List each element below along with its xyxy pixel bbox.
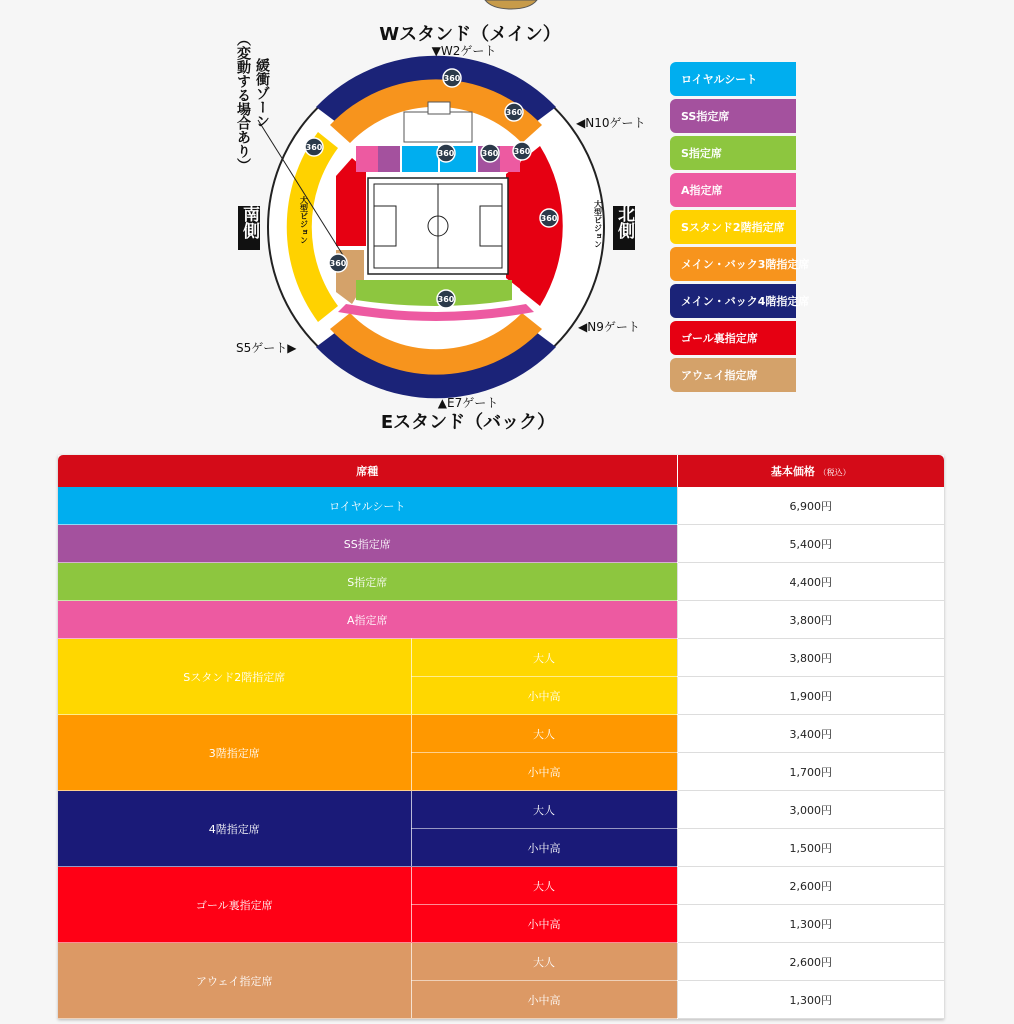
svg-text:360: 360	[513, 147, 531, 156]
table-row	[58, 563, 944, 601]
price-cell: 3,400円	[677, 715, 944, 753]
price-cell: 1,300円	[677, 981, 944, 1019]
svg-text:360: 360	[505, 108, 523, 117]
price-cell: 2,600円	[677, 943, 944, 981]
view-360-icon[interactable]	[540, 209, 558, 227]
price-cell: 6,900円	[677, 487, 944, 525]
svg-text:360: 360	[437, 149, 455, 158]
header-seat-type: 席種	[58, 455, 677, 487]
age-category-cell: 小中高	[411, 981, 677, 1019]
seat-name-cell: Sスタンド2階指定席	[58, 639, 411, 715]
svg-text:360: 360	[329, 259, 347, 268]
gate-w2: ▼W2ゲート	[431, 44, 497, 58]
view-360-icon[interactable]	[513, 142, 531, 160]
svg-text:360: 360	[305, 143, 323, 152]
svg-text:360: 360	[481, 149, 499, 158]
svg-text:360: 360	[443, 74, 461, 83]
ss-block-left	[356, 146, 378, 172]
gate-s5: S5ゲート▶	[236, 341, 297, 355]
table-row	[58, 639, 944, 677]
seat-name-cell: A指定席	[58, 601, 677, 639]
gate-n10: ◀N10ゲート	[576, 116, 646, 130]
ss-block-purple	[378, 146, 400, 172]
north-vision-label: 大型ビジョン	[593, 200, 603, 248]
gate-n9: ◀N9ゲート	[578, 320, 640, 334]
price-cell: 3,000円	[677, 791, 944, 829]
view-360-icon[interactable]	[329, 254, 347, 272]
price-cell: 1,700円	[677, 753, 944, 791]
seat-name-cell: ロイヤルシート	[58, 487, 677, 525]
seat-name-cell: SS指定席	[58, 525, 677, 563]
age-category-cell: 大人	[411, 943, 677, 981]
price-cell: 1,300円	[677, 905, 944, 943]
legend-item[interactable]: メイン・バック4階指定席	[670, 284, 796, 318]
svg-text:360: 360	[437, 295, 455, 304]
press-box-top	[428, 102, 450, 114]
price-cell: 1,900円	[677, 677, 944, 715]
price-cell: 1,500円	[677, 829, 944, 867]
club-emblem	[485, 0, 537, 9]
age-category-cell: 大人	[411, 639, 677, 677]
seat-name-cell: S指定席	[58, 563, 677, 601]
view-360-icon[interactable]	[437, 290, 455, 308]
buffer-zone-note: （変動する場合あり）	[235, 32, 251, 172]
age-category-cell: 大人	[411, 867, 677, 905]
table-row	[58, 487, 944, 525]
price-cell: 2,600円	[677, 867, 944, 905]
age-category-cell: 小中高	[411, 905, 677, 943]
legend-item[interactable]: ゴール裏指定席	[670, 321, 796, 355]
table-header-row	[58, 455, 944, 487]
view-360-icon[interactable]	[305, 138, 323, 156]
view-360-icon[interactable]	[443, 69, 461, 87]
legend-item[interactable]: Sスタンド2階指定席	[670, 210, 796, 244]
table-row	[58, 715, 944, 753]
seat-name-cell: アウェイ指定席	[58, 943, 411, 1019]
price-cell: 3,800円	[677, 639, 944, 677]
seat-name-cell: 3階指定席	[58, 715, 411, 791]
view-360-icon[interactable]	[505, 103, 523, 121]
age-category-cell: 大人	[411, 715, 677, 753]
seat-legend	[670, 62, 810, 395]
south-side-label: 南側	[239, 205, 259, 239]
svg-text:360: 360	[540, 214, 558, 223]
age-category-cell: 大人	[411, 791, 677, 829]
back-s-section	[356, 280, 512, 306]
seat-name-cell: ゴール裏指定席	[58, 867, 411, 943]
price-cell: 5,400円	[677, 525, 944, 563]
table-row	[58, 943, 944, 981]
view-360-icon[interactable]	[481, 144, 499, 162]
gate-e7: ▲E7ゲート	[437, 396, 499, 410]
table-row	[58, 867, 944, 905]
header-tax-note: （税込）	[818, 468, 851, 477]
table-row	[58, 791, 944, 829]
legend-item[interactable]: メイン・バック3階指定席	[670, 247, 796, 281]
legend-item[interactable]: ロイヤルシート	[670, 62, 796, 96]
age-category-cell: 小中高	[411, 677, 677, 715]
buffer-zone-label: 緩衝ゾーン	[254, 58, 270, 128]
age-category-cell: 小中高	[411, 753, 677, 791]
price-table	[58, 455, 944, 1019]
view-360-icon[interactable]	[437, 144, 455, 162]
header-base-price: 基本価格 （税込）	[677, 455, 944, 487]
legend-item[interactable]: アウェイ指定席	[670, 358, 796, 392]
royal-block-1	[402, 146, 438, 172]
west-stand-title: Wスタンド（メイン）	[379, 24, 561, 45]
stadium-seat-map	[0, 0, 1014, 445]
press-box	[404, 112, 472, 142]
table-row	[58, 601, 944, 639]
seat-name-cell: 4階指定席	[58, 791, 411, 867]
price-cell: 4,400円	[677, 563, 944, 601]
north-side-label: 北側	[614, 205, 634, 239]
price-cell: 3,800円	[677, 601, 944, 639]
south-vision-label: 大型ビジョン	[299, 196, 309, 244]
legend-item[interactable]: A指定席	[670, 173, 796, 207]
east-stand-title: Eスタンド（バック）	[380, 412, 556, 433]
table-row	[58, 525, 944, 563]
age-category-cell: 小中高	[411, 829, 677, 867]
legend-item[interactable]: SS指定席	[670, 99, 796, 133]
legend-item[interactable]: S指定席	[670, 136, 796, 170]
